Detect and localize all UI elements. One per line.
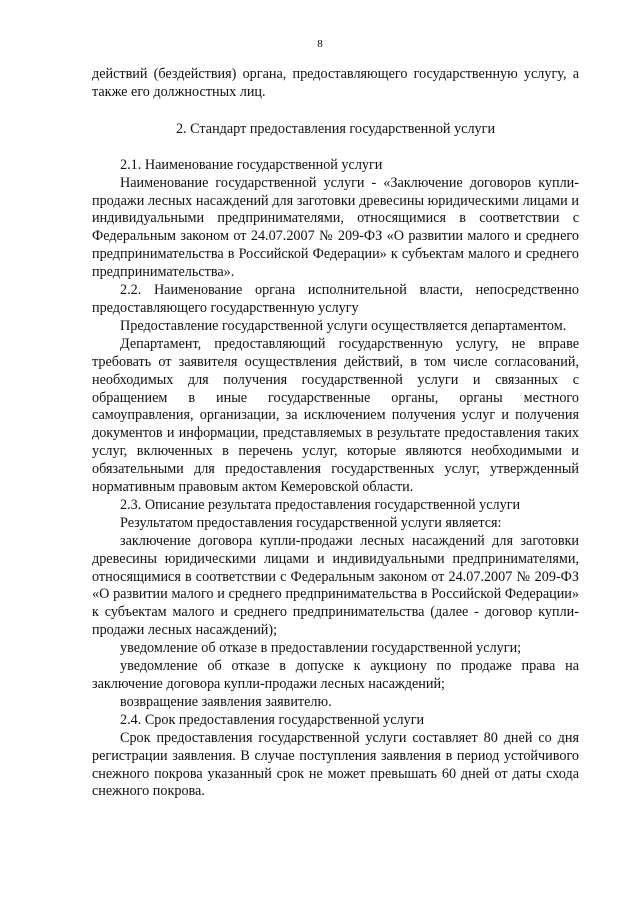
paragraph-2-3-intro: Результатом предоставления государственной услуги является: (120, 514, 502, 531)
result-item: уведомление об отказе в допуске к аукциону по продаже права на заключение договора купли-продажи лесных насаждений; (92, 658, 579, 692)
paragraph-2-2-restrictions: Департамент, предоставляющий государственную услугу, не вправе требовать от заявителя осуществления действий, в том числе согласований, необходимых для получения государственной услуги и связанных с обращением в иные государственные органы, органы местного самоуправления, организации, за исключением получения услуг и получения документов и информации, представляемых в результате предоставления таких услуг, включенных в перечень услуг, которые являются необходимыми и обязательными для предоставления государственных услуг, утвержденный нормативным правовым актом Кемеровской области. (92, 335, 579, 496)
result-item: уведомление об отказе в предоставлении государственной услуги; (120, 640, 522, 657)
result-item: заключение договора купли-продажи лесных насаждений для заготовки древесины юридическими лицами и индивидуальными предпринимателями, относящимися в соответствии с Федеральным законом от 24.07.2007 № 209-ФЗ «О развитии малого и среднего предпринимательства в Российской Федерации» к субъектам малого и среднего предпринимательства (далее - договор купли-продажи лесных насаждений); (92, 532, 579, 639)
paragraph-2-2-provider: Предоставление государственной услуги осуществляется департаментом. (120, 317, 567, 334)
paragraph-2-4: Срок предоставления государственной услуги составляет 80 дней со дня регистрации заявления. В случае поступления заявления в период устойчивого снежного покрова указанный срок не может превышать 60 дней от даты схода снежного покрова. (92, 729, 579, 800)
page-number: 8 (317, 38, 323, 50)
result-item: возвращение заявления заявителю. (120, 693, 332, 710)
subsection-heading-2-1: 2.1. Наименование государственной услуги (120, 156, 383, 173)
subsection-heading-2-3: 2.3. Описание результата предоставления государственной услуги (120, 496, 521, 513)
section-title: 2. Стандарт предоставления государственной услуги (175, 120, 496, 137)
paragraph-2-1: Наименование государственной услуги - «Заключение договоров купли-продажи лесных насаждений для заготовки древесины юридическими лицами и индивидуальными предпринимателями, относящимися в соответствии с Федеральным законом от 24.07.2007 № 209-ФЗ «О развитии малого и среднего предпринимательства в Российской Федерации» к субъектам малого и среднего предпринимательства». (92, 174, 579, 281)
subsection-heading-2-2: 2.2. Наименование органа исполнительной власти, непосредственно предоставляющего государственную услугу (92, 282, 579, 316)
continuation-paragraph: действий (бездействия) органа, предоставляющего государственную услугу, а также его должностных лиц. (92, 66, 579, 100)
subsection-heading-2-4: 2.4. Срок предоставления государственной услуги (120, 711, 425, 728)
document-body (92, 66, 579, 801)
